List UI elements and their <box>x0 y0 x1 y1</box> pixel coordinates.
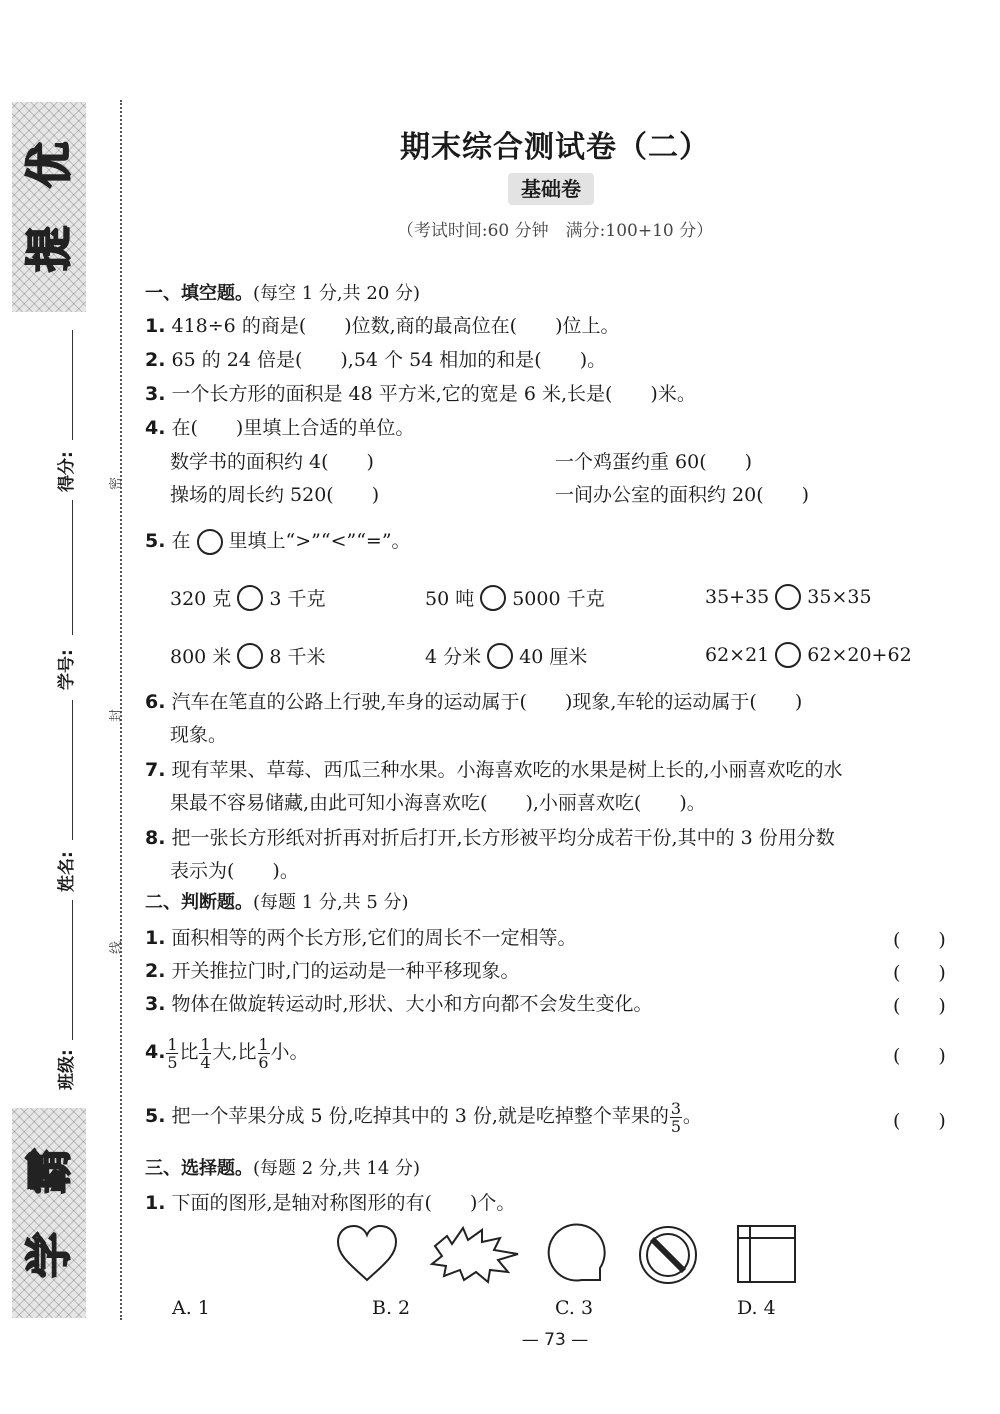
stamp-char: 霸 <box>22 1148 76 1194</box>
unit-item: 一个鸡蛋约重 60( ) <box>555 451 753 473</box>
compare-item: 50 吨 5000 千克 <box>425 584 605 611</box>
score-line <box>72 330 73 440</box>
compare-item: 800 米 8 千米 <box>170 642 325 669</box>
stamp-char: 提 <box>22 226 76 272</box>
question-2-2: 2. 开关推拉门时,门的运动是一种平移现象。 <box>145 960 520 982</box>
section-3-header: 三、选择题。(每题 2 分,共 14 分) <box>145 1158 421 1179</box>
compare-item: 62×21 62×20+62 <box>705 644 912 666</box>
seal-char: 线 <box>109 940 125 955</box>
option-a[interactable]: A. 1 <box>172 1297 210 1319</box>
page-number: — 73 — <box>521 1330 589 1350</box>
question-2-4: 4. $\frac{1}{5}$ 比 $\frac{1}{4}$ 大,比 $\frac{1}{6}$ 小。 <box>145 1034 309 1072</box>
stamp-char: 优 <box>22 142 76 188</box>
page-title: 期末综合测试卷（二） <box>400 130 710 165</box>
speech-bubble-shape-icon <box>549 1225 605 1281</box>
compare-circle-icon[interactable] <box>487 643 513 669</box>
answer-paren[interactable]: ( ) <box>893 1045 946 1067</box>
class-line <box>72 900 73 1040</box>
class-field: 班级: <box>57 1049 77 1090</box>
question-2-1: 1. 面积相等的两个长方形,它们的周长不一定相等。 <box>145 927 577 949</box>
question-2-3: 3. 物体在做旋转运动时,形状、大小和方向都不会发生变化。 <box>145 993 653 1015</box>
stamp-char: 学 <box>22 1232 76 1278</box>
seal-char: 封 <box>109 708 125 723</box>
compare-circle-icon[interactable] <box>197 529 223 555</box>
compare-circle-icon[interactable] <box>775 584 801 610</box>
question-2-5: 5. 把一个苹果分成 5 份,吃掉其中的 3 份,就是吃掉整个苹果的 $\frac{3}{5}$ 。 <box>145 1098 702 1136</box>
question-1-6: 6. 汽车在笔直的公路上行驶,车身的运动属于( )现象,车轮的运动属于( ) <box>145 691 803 713</box>
question-1-6-cont: 现象。 <box>170 724 228 746</box>
unit-item: 一间办公室的面积约 20( ) <box>555 484 810 506</box>
compare-circle-icon[interactable] <box>480 585 506 611</box>
compare-circle-icon[interactable] <box>237 643 263 669</box>
question-1-3: 3. 一个长方形的面积是 48 平方米,它的宽是 6 米,长是( )米。 <box>145 383 696 405</box>
question-3-1: 1. 下面的图形,是轴对称图形的有( )个。 <box>145 1192 516 1214</box>
question-1-5: 5. 在 里填上“>”“<”“=”。 <box>145 528 411 555</box>
student-id-field: 学号: <box>57 649 77 690</box>
question-1-4: 4. 在( )里填上合适的单位。 <box>145 417 415 439</box>
compare-item: 35+35 35×35 <box>705 586 872 608</box>
starburst-shape-icon <box>432 1228 518 1282</box>
option-c[interactable]: C. 3 <box>555 1297 594 1319</box>
compare-circle-icon[interactable] <box>775 642 801 668</box>
heart-shape-icon <box>338 1226 396 1280</box>
question-1-7: 7. 现有苹果、草莓、西瓜三种水果。小海喜欢吃的水果是树上长的,小丽喜欢吃的水 <box>145 759 843 781</box>
section-1-header: 一、填空题。(每空 1 分,共 20 分) <box>145 283 421 304</box>
answer-paren[interactable]: ( ) <box>893 962 946 984</box>
level-badge: 基础卷 <box>508 173 594 205</box>
unit-item: 数学书的面积约 4( ) <box>170 451 374 473</box>
unit-item: 操场的周长约 520( ) <box>170 484 380 506</box>
answer-paren[interactable]: ( ) <box>893 995 946 1017</box>
exam-info: （考试时间:60 分钟 满分:100+10 分） <box>396 221 714 241</box>
shapes-figure <box>330 1222 810 1286</box>
seal-char: 密 <box>109 476 125 491</box>
question-1-7-cont: 果最不容易储藏,由此可知小海喜欢吃( ),小丽喜欢吃( )。 <box>170 792 706 814</box>
no-sign-shape-icon <box>640 1227 696 1283</box>
compare-circle-icon[interactable] <box>237 585 263 611</box>
option-b[interactable]: B. 2 <box>372 1297 411 1319</box>
option-d[interactable]: D. 4 <box>737 1297 776 1319</box>
score-field: 得分: <box>57 451 77 492</box>
name-line <box>72 700 73 840</box>
section-2-header: 二、判断题。(每题 1 分,共 5 分) <box>145 892 409 913</box>
question-1-8: 8. 把一张长方形纸对折再对折后打开,长方形被平均分成若干份,其中的 3 份用分数 <box>145 827 835 849</box>
compare-item: 4 分米 40 厘米 <box>425 642 587 669</box>
question-1-2: 2. 65 的 24 倍是( ),54 个 54 相加的和是( )。 <box>145 349 607 371</box>
student-id-line <box>72 500 73 635</box>
answer-paren[interactable]: ( ) <box>893 1110 946 1132</box>
grid-rectangle-shape-icon <box>738 1226 795 1282</box>
name-field: 姓名: <box>57 851 77 892</box>
question-1-1: 1. 418÷6 的商是( )位数,商的最高位在( )位上。 <box>145 315 620 337</box>
answer-paren[interactable]: ( ) <box>893 929 946 951</box>
question-1-8-cont: 表示为( )。 <box>170 860 299 882</box>
compare-item: 320 克 3 千克 <box>170 584 325 611</box>
